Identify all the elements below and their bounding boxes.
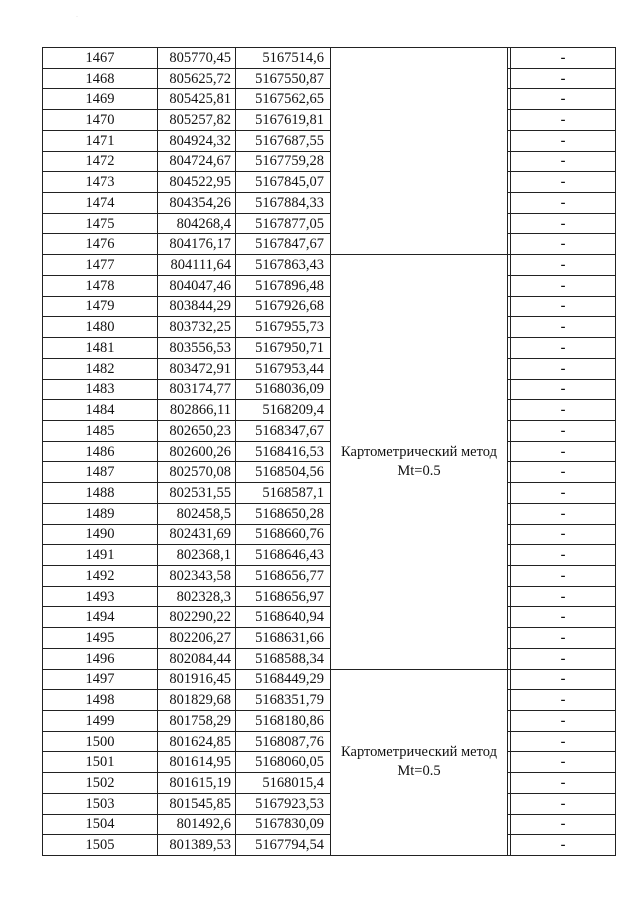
- x-coordinate-cell: 803174,77: [158, 379, 236, 400]
- table-row: [43, 565, 616, 586]
- table-row: [43, 669, 616, 690]
- x-coordinate-cell: 804924,32: [158, 130, 236, 151]
- table-row: [43, 835, 616, 856]
- y-coordinate-cell: 5167953,44: [236, 358, 331, 379]
- y-coordinate-cell: 5168087,76: [236, 731, 331, 752]
- accuracy-cell: -: [511, 503, 616, 524]
- x-coordinate-cell: 801615,19: [158, 773, 236, 794]
- x-coordinate-cell: 803472,91: [158, 358, 236, 379]
- y-coordinate-cell: 5168015,4: [236, 773, 331, 794]
- accuracy-cell: -: [511, 731, 616, 752]
- accuracy-cell: -: [511, 275, 616, 296]
- y-coordinate-cell: 5167514,6: [236, 48, 331, 69]
- accuracy-cell: -: [511, 420, 616, 441]
- table-row: [43, 151, 616, 172]
- y-coordinate-cell: 5167759,28: [236, 151, 331, 172]
- accuracy-cell: -: [511, 669, 616, 690]
- y-coordinate-cell: 5168656,77: [236, 565, 331, 586]
- x-coordinate-cell: 802600,26: [158, 441, 236, 462]
- x-coordinate-cell: 805625,72: [158, 68, 236, 89]
- x-coordinate-cell: 805770,45: [158, 48, 236, 69]
- x-coordinate-cell: 804111,64: [158, 255, 236, 276]
- point-number-cell: 1482: [43, 358, 158, 379]
- table-row: [43, 483, 616, 504]
- x-coordinate-cell: 802570,08: [158, 462, 236, 483]
- y-coordinate-cell: 5167794,54: [236, 835, 331, 856]
- point-number-cell: 1485: [43, 420, 158, 441]
- x-coordinate-cell: 802431,69: [158, 524, 236, 545]
- x-coordinate-cell: 801389,53: [158, 835, 236, 856]
- y-coordinate-cell: 5168650,28: [236, 503, 331, 524]
- y-coordinate-cell: 5168631,66: [236, 628, 331, 649]
- point-number-cell: 1490: [43, 524, 158, 545]
- point-number-cell: 1478: [43, 275, 158, 296]
- method-cell: Картометрический метод Mt=0.5: [331, 669, 508, 855]
- table-row: [43, 711, 616, 732]
- accuracy-cell: -: [511, 296, 616, 317]
- point-number-cell: 1494: [43, 607, 158, 628]
- table-row: [43, 773, 616, 794]
- x-coordinate-cell: 804268,4: [158, 213, 236, 234]
- x-coordinate-cell: 801829,68: [158, 690, 236, 711]
- point-number-cell: 1479: [43, 296, 158, 317]
- accuracy-cell: -: [511, 628, 616, 649]
- x-coordinate-cell: 802650,23: [158, 420, 236, 441]
- table-row: [43, 628, 616, 649]
- y-coordinate-cell: 5168416,53: [236, 441, 331, 462]
- accuracy-cell: -: [511, 483, 616, 504]
- point-number-cell: 1489: [43, 503, 158, 524]
- accuracy-cell: -: [511, 441, 616, 462]
- point-number-cell: 1472: [43, 151, 158, 172]
- x-coordinate-cell: 801916,45: [158, 669, 236, 690]
- y-coordinate-cell: 5167562,65: [236, 89, 331, 110]
- table-row: [43, 420, 616, 441]
- y-coordinate-cell: 5168587,1: [236, 483, 331, 504]
- table-row: [43, 193, 616, 214]
- y-coordinate-cell: 5167845,07: [236, 172, 331, 193]
- table-row: [43, 441, 616, 462]
- point-number-cell: 1487: [43, 462, 158, 483]
- point-number-cell: 1504: [43, 814, 158, 835]
- table-row: [43, 68, 616, 89]
- point-number-cell: 1496: [43, 648, 158, 669]
- accuracy-cell: -: [511, 711, 616, 732]
- x-coordinate-cell: 804724,67: [158, 151, 236, 172]
- x-coordinate-cell: 802343,58: [158, 565, 236, 586]
- point-number-cell: 1486: [43, 441, 158, 462]
- y-coordinate-cell: 5168209,4: [236, 400, 331, 421]
- accuracy-cell: -: [511, 255, 616, 276]
- accuracy-cell: -: [511, 648, 616, 669]
- accuracy-cell: -: [511, 607, 616, 628]
- x-coordinate-cell: 802206,27: [158, 628, 236, 649]
- point-number-cell: 1476: [43, 234, 158, 255]
- y-coordinate-cell: 5167884,33: [236, 193, 331, 214]
- point-number-cell: 1501: [43, 752, 158, 773]
- y-coordinate-cell: 5167923,53: [236, 793, 331, 814]
- y-coordinate-cell: 5167830,09: [236, 814, 331, 835]
- accuracy-cell: -: [511, 545, 616, 566]
- point-number-cell: 1502: [43, 773, 158, 794]
- point-number-cell: 1492: [43, 565, 158, 586]
- table-row: [43, 793, 616, 814]
- accuracy-cell: -: [511, 462, 616, 483]
- accuracy-cell: -: [511, 793, 616, 814]
- x-coordinate-cell: 801614,95: [158, 752, 236, 773]
- point-number-cell: 1481: [43, 338, 158, 359]
- table-row: [43, 296, 616, 317]
- x-coordinate-cell: 802368,1: [158, 545, 236, 566]
- table-row: [43, 48, 616, 69]
- table-row: [43, 814, 616, 835]
- x-coordinate-cell: 801545,85: [158, 793, 236, 814]
- table-row: [43, 400, 616, 421]
- table-row: [43, 690, 616, 711]
- point-number-cell: 1471: [43, 130, 158, 151]
- accuracy-cell: -: [511, 752, 616, 773]
- table-row: [43, 213, 616, 234]
- point-number-cell: 1499: [43, 711, 158, 732]
- accuracy-cell: -: [511, 234, 616, 255]
- table-row: [43, 503, 616, 524]
- point-number-cell: 1467: [43, 48, 158, 69]
- x-coordinate-cell: 801492,6: [158, 814, 236, 835]
- accuracy-cell: -: [511, 110, 616, 131]
- accuracy-cell: -: [511, 193, 616, 214]
- y-coordinate-cell: 5168656,97: [236, 586, 331, 607]
- x-coordinate-cell: 804354,26: [158, 193, 236, 214]
- x-coordinate-cell: 804176,17: [158, 234, 236, 255]
- accuracy-cell: -: [511, 565, 616, 586]
- accuracy-cell: -: [511, 379, 616, 400]
- point-number-cell: 1468: [43, 68, 158, 89]
- y-coordinate-cell: 5168646,43: [236, 545, 331, 566]
- scan-speck: ·: [76, 14, 78, 20]
- x-coordinate-cell: 803844,29: [158, 296, 236, 317]
- accuracy-cell: -: [511, 338, 616, 359]
- accuracy-cell: -: [511, 773, 616, 794]
- accuracy-cell: -: [511, 172, 616, 193]
- x-coordinate-cell: 802290,22: [158, 607, 236, 628]
- x-coordinate-cell: 803732,25: [158, 317, 236, 338]
- x-coordinate-cell: 801758,29: [158, 711, 236, 732]
- point-number-cell: 1488: [43, 483, 158, 504]
- y-coordinate-cell: 5168504,56: [236, 462, 331, 483]
- point-number-cell: 1470: [43, 110, 158, 131]
- accuracy-cell: -: [511, 814, 616, 835]
- table-row: [43, 607, 616, 628]
- y-coordinate-cell: 5168036,09: [236, 379, 331, 400]
- x-coordinate-cell: 802531,55: [158, 483, 236, 504]
- table-row: [43, 752, 616, 773]
- y-coordinate-cell: 5168347,67: [236, 420, 331, 441]
- accuracy-cell: -: [511, 213, 616, 234]
- table-row: [43, 648, 616, 669]
- accuracy-cell: -: [511, 317, 616, 338]
- point-number-cell: 1483: [43, 379, 158, 400]
- y-coordinate-cell: 5167955,73: [236, 317, 331, 338]
- table-row: [43, 379, 616, 400]
- table-row: [43, 110, 616, 131]
- accuracy-cell: -: [511, 89, 616, 110]
- y-coordinate-cell: 5167847,67: [236, 234, 331, 255]
- table-row: [43, 586, 616, 607]
- x-coordinate-cell: 804047,46: [158, 275, 236, 296]
- point-number-cell: 1493: [43, 586, 158, 607]
- y-coordinate-cell: 5168351,79: [236, 690, 331, 711]
- point-number-cell: 1497: [43, 669, 158, 690]
- point-number-cell: 1503: [43, 793, 158, 814]
- table-row: [43, 338, 616, 359]
- table-row: [43, 172, 616, 193]
- table-row: [43, 317, 616, 338]
- y-coordinate-cell: 5167619,81: [236, 110, 331, 131]
- accuracy-cell: -: [511, 400, 616, 421]
- accuracy-cell: -: [511, 358, 616, 379]
- accuracy-cell: -: [511, 151, 616, 172]
- y-coordinate-cell: 5168640,94: [236, 607, 331, 628]
- table-row: [43, 462, 616, 483]
- point-number-cell: 1473: [43, 172, 158, 193]
- y-coordinate-cell: 5167550,87: [236, 68, 331, 89]
- point-number-cell: 1480: [43, 317, 158, 338]
- accuracy-cell: -: [511, 48, 616, 69]
- y-coordinate-cell: 5167950,71: [236, 338, 331, 359]
- x-coordinate-cell: 801624,85: [158, 731, 236, 752]
- x-coordinate-cell: 805425,81: [158, 89, 236, 110]
- table-row: [43, 545, 616, 566]
- accuracy-cell: -: [511, 68, 616, 89]
- x-coordinate-cell: 802328,3: [158, 586, 236, 607]
- y-coordinate-cell: 5167926,68: [236, 296, 331, 317]
- y-coordinate-cell: 5168180,86: [236, 711, 331, 732]
- x-coordinate-cell: 804522,95: [158, 172, 236, 193]
- accuracy-cell: -: [511, 130, 616, 151]
- point-number-cell: 1500: [43, 731, 158, 752]
- y-coordinate-cell: 5167687,55: [236, 130, 331, 151]
- y-coordinate-cell: 5167877,05: [236, 213, 331, 234]
- table-row: [43, 524, 616, 545]
- point-number-cell: 1477: [43, 255, 158, 276]
- y-coordinate-cell: 5168660,76: [236, 524, 331, 545]
- method-cell: Картометрический метод Mt=0.5: [331, 255, 508, 669]
- table-row: [43, 358, 616, 379]
- method-cell: [331, 48, 508, 255]
- x-coordinate-cell: 802458,5: [158, 503, 236, 524]
- y-coordinate-cell: 5167896,48: [236, 275, 331, 296]
- coordinates-table: [42, 47, 616, 856]
- point-number-cell: 1491: [43, 545, 158, 566]
- coordinates-table-body: [43, 48, 616, 856]
- accuracy-cell: -: [511, 586, 616, 607]
- y-coordinate-cell: 5167863,43: [236, 255, 331, 276]
- point-number-cell: 1484: [43, 400, 158, 421]
- point-number-cell: 1495: [43, 628, 158, 649]
- x-coordinate-cell: 805257,82: [158, 110, 236, 131]
- accuracy-cell: -: [511, 524, 616, 545]
- table-row: [43, 275, 616, 296]
- point-number-cell: 1469: [43, 89, 158, 110]
- accuracy-cell: -: [511, 835, 616, 856]
- x-coordinate-cell: 803556,53: [158, 338, 236, 359]
- point-number-cell: 1475: [43, 213, 158, 234]
- table-row: [43, 130, 616, 151]
- x-coordinate-cell: 802866,11: [158, 400, 236, 421]
- x-coordinate-cell: 802084,44: [158, 648, 236, 669]
- table-row: [43, 731, 616, 752]
- point-number-cell: 1498: [43, 690, 158, 711]
- table-row: [43, 89, 616, 110]
- point-number-cell: 1505: [43, 835, 158, 856]
- accuracy-cell: -: [511, 690, 616, 711]
- table-row: [43, 234, 616, 255]
- table-row: [43, 255, 616, 276]
- y-coordinate-cell: 5168449,29: [236, 669, 331, 690]
- y-coordinate-cell: 5168060,05: [236, 752, 331, 773]
- y-coordinate-cell: 5168588,34: [236, 648, 331, 669]
- point-number-cell: 1474: [43, 193, 158, 214]
